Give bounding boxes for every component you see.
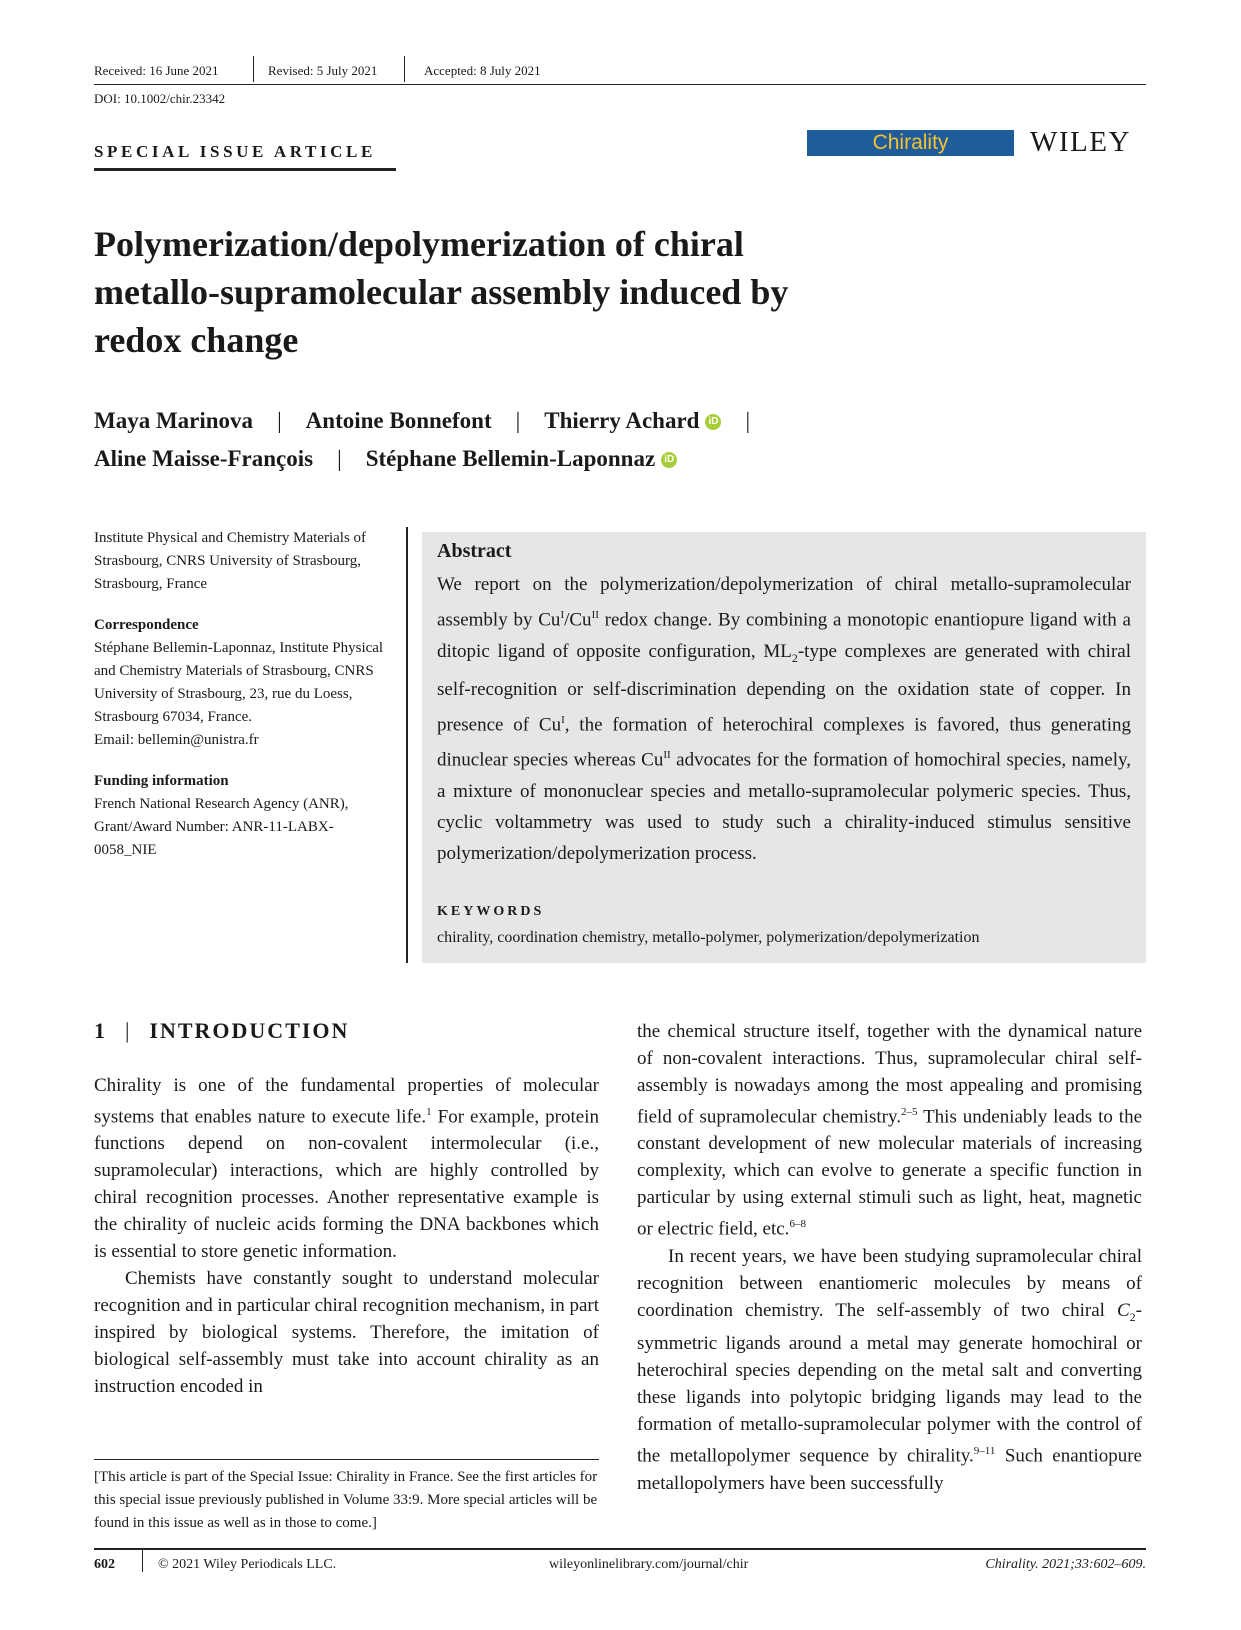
received-date: Received: 16 June 2021 xyxy=(94,63,219,78)
heading-separator: | xyxy=(125,1018,132,1043)
section-title: INTRODUCTION xyxy=(149,1018,350,1043)
section-underline xyxy=(94,168,396,171)
page-footer xyxy=(94,1555,1146,1579)
section-number: 1 xyxy=(94,1018,107,1043)
authors-line-1 xyxy=(94,408,774,434)
funding-heading: Funding information xyxy=(94,773,229,789)
funding-text: French National Research Agency (ANR), Grant/Award Number: ANR-11-LABX-0058_NIE xyxy=(94,796,349,858)
journal-url[interactable]: wileyonlinelibrary.com/journal/chir xyxy=(549,1557,749,1572)
authors-line-2 xyxy=(94,446,677,472)
journal-logo: Chirality xyxy=(807,130,1014,156)
footer-divider xyxy=(94,1548,1146,1550)
abstract-text: We report on the polymerization/depolymerization of chiral metallo-supramolecular assembly by $Cu^I/Cu^{II}$ redox change. By combining a monotopic enantiopure ligand with a ditopic ligand of opposite configuration, $ML_2$-type complexes are generated with chiral self-recognition or self-discrimination depending on the oxidation state of copper. In presence of $Cu^I$, the formation of heterochiral complexes is favored, thus generating dinuclear species whereas $Cu^{II}$ advocates for the formation of homochiral species, namely, a mixture of mononuclear species and metallo-supramolecular polymeric species. Thus, cyclic voltammetry was used to study such a chirality-induced stimulus sensitive polymerization/depolymerization process. xyxy=(437,574,1132,865)
vertical-divider xyxy=(406,527,408,963)
citation-ref[interactable]: 1 xyxy=(426,1106,432,1118)
author-name[interactable]: Thierry Achard xyxy=(544,408,700,433)
correspondence-email[interactable]: Email: bellemin@unistra.fr xyxy=(94,732,259,748)
page-number: 602 xyxy=(94,1557,115,1572)
section-label: SPECIAL ISSUE ARTICLE xyxy=(94,142,376,161)
citation-ref[interactable]: 9–11 xyxy=(973,1445,996,1458)
article-dates xyxy=(94,62,1146,85)
author-separator: | xyxy=(277,408,282,433)
orcid-icon[interactable]: iD xyxy=(705,414,721,430)
author-separator: | xyxy=(515,408,521,433)
section-heading xyxy=(94,1018,349,1044)
publisher-logo: WILEY xyxy=(1030,126,1131,158)
author-name[interactable]: Stéphane Bellemin-Laponnaz xyxy=(365,446,656,471)
citation-ref[interactable]: 6–8 xyxy=(789,1218,806,1231)
paragraph: the chemical structure itself, together with the dynamical nature of non-covalent interactions. Thus, supramolecular chiral self-assembly is nowadays among the most appealing and promising field of supramolecular chemistry.$^{2-5}$ This undeniably leads to the constant development of new molecular materials of increasing complexity, which can evolve to generate a specific function in particular by using external stimuli such as light, heat, magnetic or electric field, etc.$^{6-8}$ xyxy=(637,1021,1143,1240)
author-name[interactable]: Aline Maisse-François xyxy=(94,446,314,471)
paragraph: In recent years, we have been studying supramolecular chiral recognition between enantiomeric molecules by means of coordination chemistry. The self-assembly of two chiral $C_2$-symmetric ligands around a metal may generate homochiral or heterochiral species depending on the metal salt and converting these ligands into polytopic bridging ligands may lead to the formation of metallo-supramolecular polymer with the control of the metallopolymer sequence by chirality.$^{9-11}$ Such enantiopure metallopolymers have been successfully xyxy=(637,1245,1142,1494)
keywords: chirality, coordination chemistry, metallo-polymer, polymerization/depolymerization xyxy=(437,929,980,946)
doi[interactable]: DOI: 10.1002/chir.23342 xyxy=(94,91,226,106)
author-separator: | xyxy=(337,446,342,471)
copyright: © 2021 Wiley Periodicals LLC. xyxy=(158,1557,337,1572)
citation: Chirality. 2021;33:602–609. xyxy=(985,1557,1146,1572)
orcid-icon[interactable]: iD xyxy=(661,452,677,468)
citation-ref[interactable]: 2–5 xyxy=(900,1106,918,1118)
paragraph: Chirality is one of the fundamental properties of molecular systems that enables nature to execute life.$^1$ For example, protein functions depend on non-covalent intermolecular (i.e., supramolecular) interactions, which are highly controlled by chiral recognition processes. Another representative example is the chirality of nucleic acids forming the DNA backbones which is essential to store genetic information. xyxy=(94,1075,599,1263)
body-column-left xyxy=(94,1072,599,1400)
correspondence-text: Stéphane Bellemin-Laponnaz, Institute Physical and Chemistry Materials of Strasbourg, CNRS University of Strasbourg, 23, rue du Loess, Strasbourg 67034, France. xyxy=(94,640,384,725)
accepted-date: Accepted: 8 July 2021 xyxy=(424,63,541,78)
affiliation: Institute Physical and Chemistry Materials of Strasbourg, CNRS University of Strasbourg, Strasbourg, France xyxy=(94,530,367,592)
divider xyxy=(142,1548,143,1572)
revised-date: Revised: 5 July 2021 xyxy=(268,63,378,78)
author-name[interactable]: Maya Marinova xyxy=(94,408,254,433)
author-separator: | xyxy=(745,408,751,433)
abstract-heading: Abstract xyxy=(437,540,512,562)
divider xyxy=(253,56,254,82)
footnote: [This article is part of the Special Issue: Chirality in France. See the first articles for this special issue previously published in Volume 33:9. More special articles will be found in this issue as well as in those to come.] xyxy=(94,1469,598,1531)
body-column-right xyxy=(637,1018,1142,1497)
article-title: Polymerization/depolymerization of chiral metallo-supramolecular assembly induced by redox change xyxy=(94,224,789,360)
author-name[interactable]: Antoine Bonnefont xyxy=(305,408,492,433)
author-info xyxy=(94,527,394,862)
footnote-divider xyxy=(94,1459,599,1460)
divider xyxy=(404,56,405,82)
paragraph: Chemists have constantly sought to understand molecular recognition and in particular chiral recognition mechanism, in part inspired by biological systems. Therefore, the imitation of biological self-assembly must take into account chirality as an instruction encoded in xyxy=(94,1268,599,1398)
keywords-label: KEYWORDS xyxy=(437,904,545,919)
correspondence-heading: Correspondence xyxy=(94,617,199,633)
